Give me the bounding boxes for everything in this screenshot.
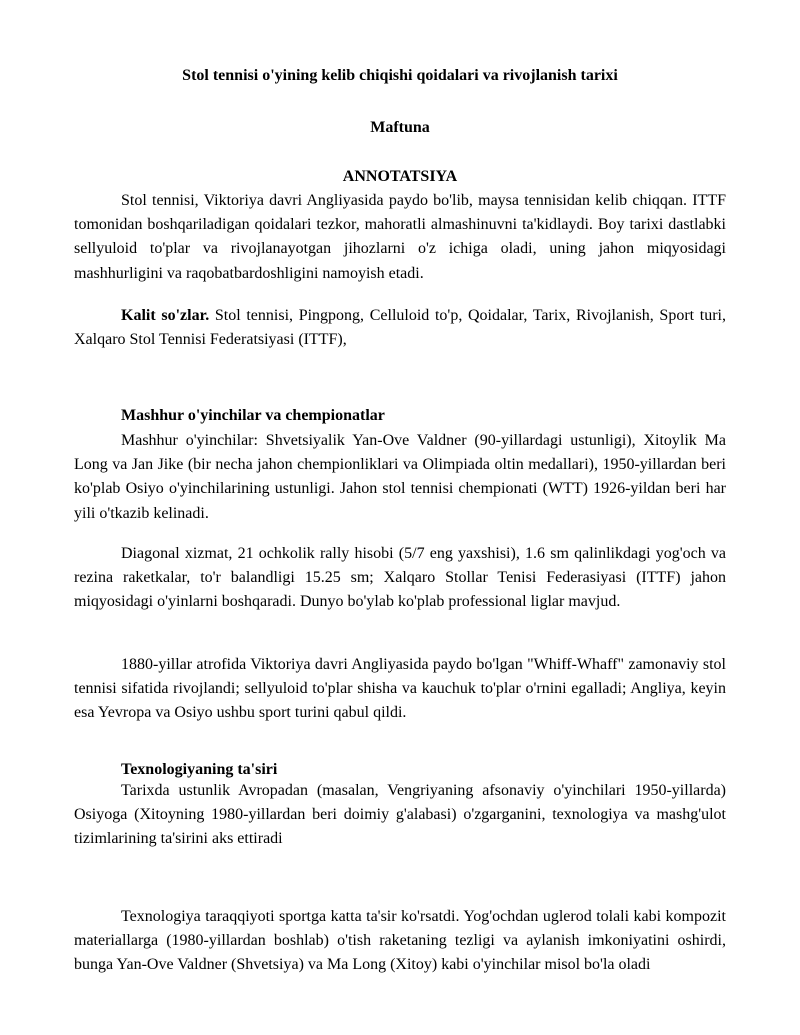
keywords-label: Kalit so'zlar. <box>121 307 210 324</box>
author-name: Maftuna <box>370 119 430 136</box>
history-paragraph: 1880-yillar atrofida Viktoriya davri Angliyasida paydo bo'lgan "Whiff-Whaff" zamonaviy stol tennisi sifatida rivojlandi; sellyuloid to'plar shisha va kauchuk to'plar o'rnini egalladi; Angliya, keyin esa Yevropa va Osiyo ushbu sport turini qabul qildi. <box>74 656 726 722</box>
rules-paragraph: Diagonal xizmat, 21 ochkolik rally hisobi (5/7 eng yaxshisi), 1.6 sm qalinlikdagi yog'och va rezina raketkalar, to'r balandligi 15.25 sm; Xalqaro Stollar Tenisi Federasiyasi (ITTF) jahon miqyosidagi o'yinlarni boshqaradi. Dunyo bo'ylab ko'plab professional liglar mavjud. <box>74 545 726 611</box>
players-paragraph: Mashhur o'yinchilar: Shvetsiyalik Yan-Ove Valdner (90-yillardagi ustunligi), Xitoylik Ma Long va Jan Jike (bir necha jahon chempionliklari va Olimpiada oltin medallari), 1950-yillardan beri ko'plab Osiyo o'yinchilarining ustunligi. Jahon stol tennisi chempionati (WTT) 1926-yildan beri har yili o'tkazib kelinadi. <box>74 432 726 522</box>
keywords-text: Stol tennisi, Pingpong, Celluloid to'p, Qoidalar, Tarix, Rivojlanish, Sport turi, Xalqaro Stol Tennisi Federatsiyasi (ITTF), <box>74 307 726 349</box>
section-heading-players: Mashhur o'yinchilar va chempionatlar <box>121 407 385 424</box>
annotation-heading: ANNOTATSIYA <box>342 168 458 185</box>
keywords-paragraph <box>74 304 726 352</box>
technology-paragraph: Texnologiya taraqqiyoti sportga katta ta'sir ko'rsatdi. Yog'ochdan uglerod tolali kabi kompozit materiallarga (1980-yillardan boshlab) o'tish raketaning tezligi va aylanish imkoniyatini oshirdi, bunga Yan-Ove Valdner (Shvetsiya) va Ma Long (Xitoy) kabi o'yinchilar misol bo'la oladi <box>74 908 726 974</box>
document-title: Stol tennisi o'yining kelib chiqishi qoidalari va rivojlanish tarixi <box>182 67 618 84</box>
dominance-paragraph: Tarixda ustunlik Avropadan (masalan, Vengriyaning afsonaviy o'yinchilari 1950-yillarda) Osiyoga (Xitoyning 1980-yillardan beri doimiy g'alabasi) o'zgarganini, texnologiya va mashg'ulot tizimlarining ta'sirini aks ettiradi <box>74 782 726 848</box>
section-heading-technology: Texnologiyaning ta'siri <box>121 761 278 778</box>
annotation-paragraph: Stol tennisi, Viktoriya davri Angliyasida paydo bo'lib, maysa tennisidan kelib chiqqan. ITTF tomonidan boshqariladigan qoidalari tezkor, mahoratli almashinuvni ta'kidlaydi. Boy tarixi dastlabki sellyuloid to'plar va rivojlanayotgan jihozlarni o'z ichiga oladi, uning jahon miqyosidagi mashhurligini va raqobatbardoshligini namoyish etadi. <box>74 192 726 282</box>
